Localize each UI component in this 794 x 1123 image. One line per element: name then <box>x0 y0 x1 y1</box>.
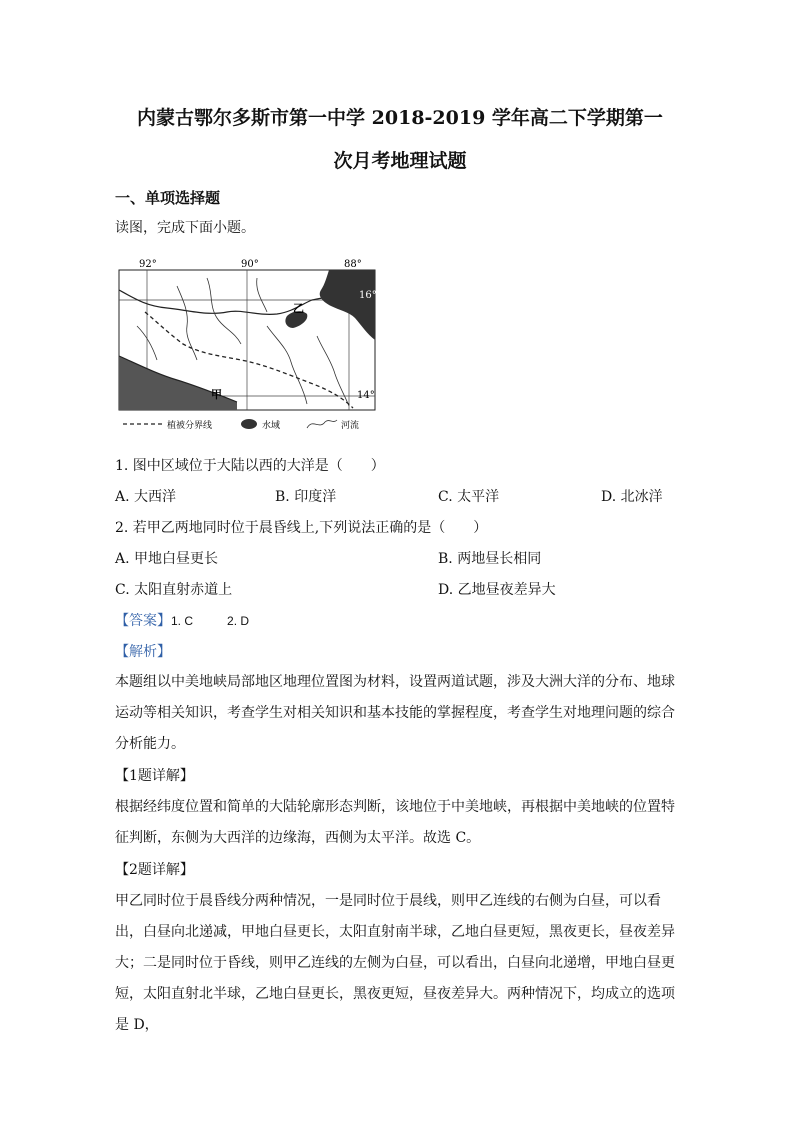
answer-line <box>115 611 249 631</box>
answer-q1: 1. C <box>171 614 194 628</box>
q2-option-d: D. 乙地昼夜差异大 <box>438 582 556 598</box>
section-heading: 一、单项选择题 <box>115 189 221 207</box>
sea-area <box>320 270 375 340</box>
river-2 <box>177 286 197 360</box>
river-5 <box>257 278 267 312</box>
detail-1-text: 根据经纬度位置和简单的大陆轮廓形态判断，该地位于中美地峡，再根据中美地峡的位置特征判断，东侧为大西洋的边缘海，西侧为太平洋。故选 C。 <box>115 799 675 846</box>
answer-q2: 2. D <box>227 614 250 628</box>
answer-label: 【答案】 <box>115 613 171 629</box>
q2-option-a: A. 甲地白昼更长 <box>115 551 219 567</box>
river-3 <box>267 326 307 404</box>
lon-label-92: 92° <box>139 259 157 270</box>
river-4 <box>317 336 349 406</box>
legend-river-swatch <box>307 420 337 428</box>
q1-option-c: C. 太平洋 <box>438 489 500 505</box>
legend-water: 水域 <box>262 421 281 431</box>
q1-option-d: D. 北冰洋 <box>601 489 663 505</box>
q2-stem: 2. 若甲乙两地同时位于晨昏线上,下列说法正确的是（ ） <box>115 520 488 536</box>
intro-text: 读图，完成下面小题。 <box>115 220 255 236</box>
detail-2-label: 【2题详解】 <box>115 862 194 878</box>
lon-label-90: 90° <box>241 259 259 270</box>
legend-river: 河流 <box>341 421 360 431</box>
detail-2-text: 甲乙同时位于晨昏线分两种情况，一是同时位于晨线，则甲乙连线的右侧为白昼，可以看出，白昼向北递减，甲地白昼更长，太阳直射南半球，乙地白昼更短，黑夜更长，昼夜差异大；二是同时位于昏线，则甲乙连线的左侧为白昼，可以看出，白昼向北递增，甲地白昼更短，太阳直射北半球，乙地白昼更长，黑夜更短，昼夜差异大。两种情况下，均成立的选项是 D， <box>115 893 675 1033</box>
lon-label-88: 88° <box>344 259 362 270</box>
q1-stem: 1. 图中区域位于大陆以西的大洋是（ ） <box>115 458 385 474</box>
map-figure <box>117 256 377 436</box>
q2-option-b: B. 两地昼长相同 <box>438 551 542 567</box>
q2-option-c: C. 太阳直射赤道上 <box>115 582 233 598</box>
title-line-2: 次月考地理试题 <box>333 150 467 172</box>
analysis-label: 【解析】 <box>115 644 171 660</box>
q1-option-b: B. 印度洋 <box>275 489 337 505</box>
title-line-1: 内蒙古鄂尔多斯市第一中学 2018-2019 学年高二下学期第一 <box>137 107 663 129</box>
legend-water-swatch <box>241 419 257 429</box>
coastline-north <box>119 290 337 314</box>
detail-1-label: 【1题详解】 <box>115 768 194 784</box>
legend-vegetation: 植被分界线 <box>167 421 213 431</box>
q1-option-a: A. 大西洋 <box>115 489 177 505</box>
label-yi: 乙 <box>293 302 304 315</box>
lat-label-16: 16° <box>359 290 377 301</box>
lat-label-14: 14° <box>357 390 375 401</box>
label-jia: 甲 <box>211 388 222 401</box>
analysis-text: 本题组以中美地峡局部地区地理位置图为材料，设置两道试题，涉及大洲大洋的分布、地球运动等相关知识，考查学生对相关知识和基本技能的掌握程度，考查学生对地理问题的综合分析能力。 <box>115 674 675 752</box>
